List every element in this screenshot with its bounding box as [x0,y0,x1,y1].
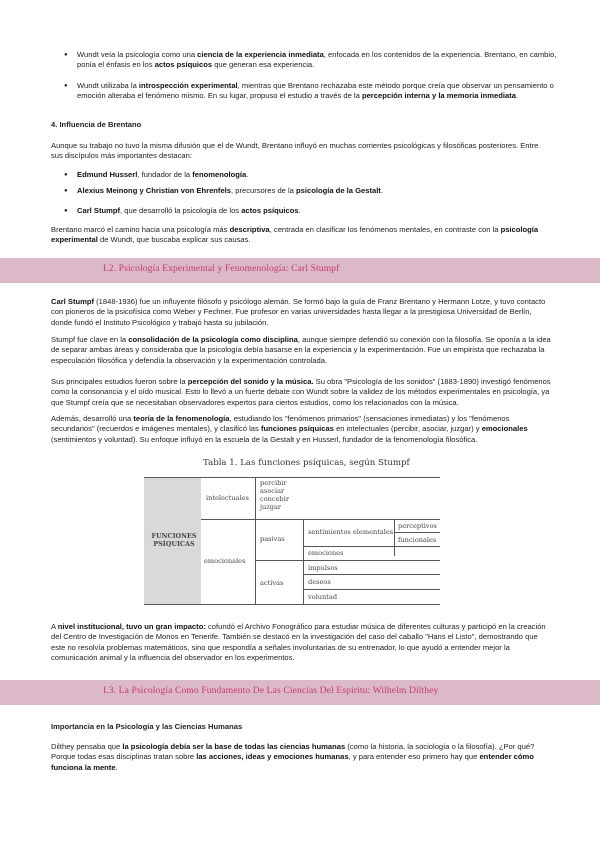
section-banner-stumpf [0,258,600,283]
table-sentimientos-elementales: sentimientos elementales [308,528,394,536]
table-act-0: impulsos [308,564,338,572]
bullet-wundt-experiencia: ● Wundt veía la psicología como una ciencia de la experiencia inmediata, enfocada en los contenidos de la experiencia. Brentano, en cambio, ponía el énfasis en los actos psíquicos que generan esa experiencia. [64,50,565,71]
stumpf-paragraph-institucional: A nivel institucional, tuvo un gran impacto: cofundó el Archivo Fonográfico para estudiar música de diferentes culturas y participó en la creación del Centro de Investigación de Monos en Tenerife. También se destacó en la investigación del caso del caballo "Hans el Listo", demostrando que este no resolvía problemas matemáticos, sino que respondía a señales involuntarias de su entrenador, lo que ayudó a entender mejor la comunicación animal y la influencia del observador en los experimentos. [51,622,546,663]
table-intel-2: concebir [260,495,289,503]
disciple-meinong-ehrenfels: ● Alexius Meinong y Christian von Ehrenfels, precursores de la psicología de la Gestalt. [64,186,565,196]
disciple-stumpf: ● Carl Stumpf, que desarrolló la psicología de los actos psíquicos. [64,206,565,216]
table-intel-0: percibir [260,479,287,487]
table-intel-1: asociar [260,487,285,495]
table-act-2: voluntad [308,593,338,601]
bullet-wundt-introspeccion: ● Wundt utilizaba la introspección experimental, mientras que Brentano rechazaba este método porque creía que observar un pensamiento o emoción alteraba el fenómeno mismo. En su lugar, propuso el estudio a través de la percepción interna y la memoria inmediata. [64,81,565,102]
disciple-husserl: ● Edmund Husserl, fundador de la fenomenología. [64,170,565,180]
funciones-psiquicas-table [144,477,440,605]
section-banner-dilthey [0,680,600,705]
dilthey-paragraph: Dilthey pensaba que la psicología debía ser la base de todas las ciencias humanas (como la historia, la sociología o la filosofía). ¿Por qué? Porque todas esas disciplinas tratan sobre las acciones, ideas y emociones humanas, y para entender eso primero hay que entender cómo funciona la mente. [51,742,535,772]
table-emociones: emociones [308,549,344,557]
table-intel-3: juzgar [260,503,282,511]
table-perceptivos: perceptivos [398,522,437,530]
stumpf-paragraph-fenomenologia: Además, desarrolló una teoría de la fenomenología, estudiando los "fenómenos primarios" (sensaciones inmediatas) y los "fenómenos secundarios" (recuerdos e imágenes mentales), y clasificó las funciones psíquicas en intelectuales (percibir, asociar, juzgar) y emocionales (sentimientos y voluntad). Su enfoque influyó en la escuela de la Gestalt y en Husserl, fundador de la fenomenología filosófica. [51,414,528,444]
table-emocionales: emocionales [204,557,246,565]
table-root-label: FUNCIONES PSÍQUICAS [151,532,197,549]
stumpf-paragraph-sonido: Sus principales estudios fueron sobre la percepción del sonido y la música. Su obra "Psicología de los sonidos" (1883-1890) investigó fenómenos como la consonancia y el oído musical. Esto lo llevó a un fuerte debate con Wundt sobre la validez de los métodos experimentales en psicología, ya que Stumpf creía que se necesitaban observadores expertos para ciertos estudios, como los relacionados con la música. [51,377,551,407]
table-act-1: deseos [308,578,331,586]
table-funcionales: funcionales [398,536,437,544]
table-caption: Tabla 1. Las funciones psíquicas, según Stumpf [203,458,410,468]
stumpf-paragraph-disciplina: Stumpf fue clave en la consolidación de la psicología como disciplina, aunque siempre defendió su conexión con la filosofía. Se oponía a la idea de separar ambas áreas y consideraba que la psicología debía basarse en la experiencia y la experimentación. Fue un empirista que rechazaba la especulación filosófica y defendía la observación y la experimentación controlada. [51,335,551,365]
stumpf-paragraph-bio: Carl Stumpf (1848-1936) fue un influyente filósofo y psicólogo alemán. Se formó bajo la guía de Franz Brentano y Hermann Lotze, y tuvo contacto con pioneros de la psicofísica como Weber y Fechner. Fue profesor en varias universidades hasta llegar a la prestigiosa Universidad de Berlín, donde fundó el Instituto Psicológico y trabajó hasta su jubilación. [51,297,546,327]
section-title-stumpf: I.2. Psicología Experimental y Fenomenología: Carl Stumpf [103,263,340,274]
table-intelectuales: intelectuales [206,494,249,502]
section-4-heading: 4. Influencia de Brentano [51,120,142,129]
dilthey-heading: Importancia en la Psicología y las Ciencias Humanas [51,722,243,731]
table-pasivas: pasivas [260,535,285,543]
table-activas: activas [260,579,284,587]
section-title-dilthey: I.3. La Psicología Como Fundamento De Las Ciencias Del Espíritu: Wilhelm Dilthey [103,685,439,696]
section-4-closing: Brentano marcó el camino hacia una psicología más descriptiva, centrada en clasificar los fenómenos mentales, en contraste con la psicología experimental de Wundt, que buscaba explicar sus causas. [51,225,539,245]
section-4-intro: Aunque su trabajo no tuvo la misma difusión que el de Wundt, Brentano influyó en muchas corrientes psicológicas y filosóficas posteriores. Entre sus discípulos más importantes destacan: [51,141,539,161]
